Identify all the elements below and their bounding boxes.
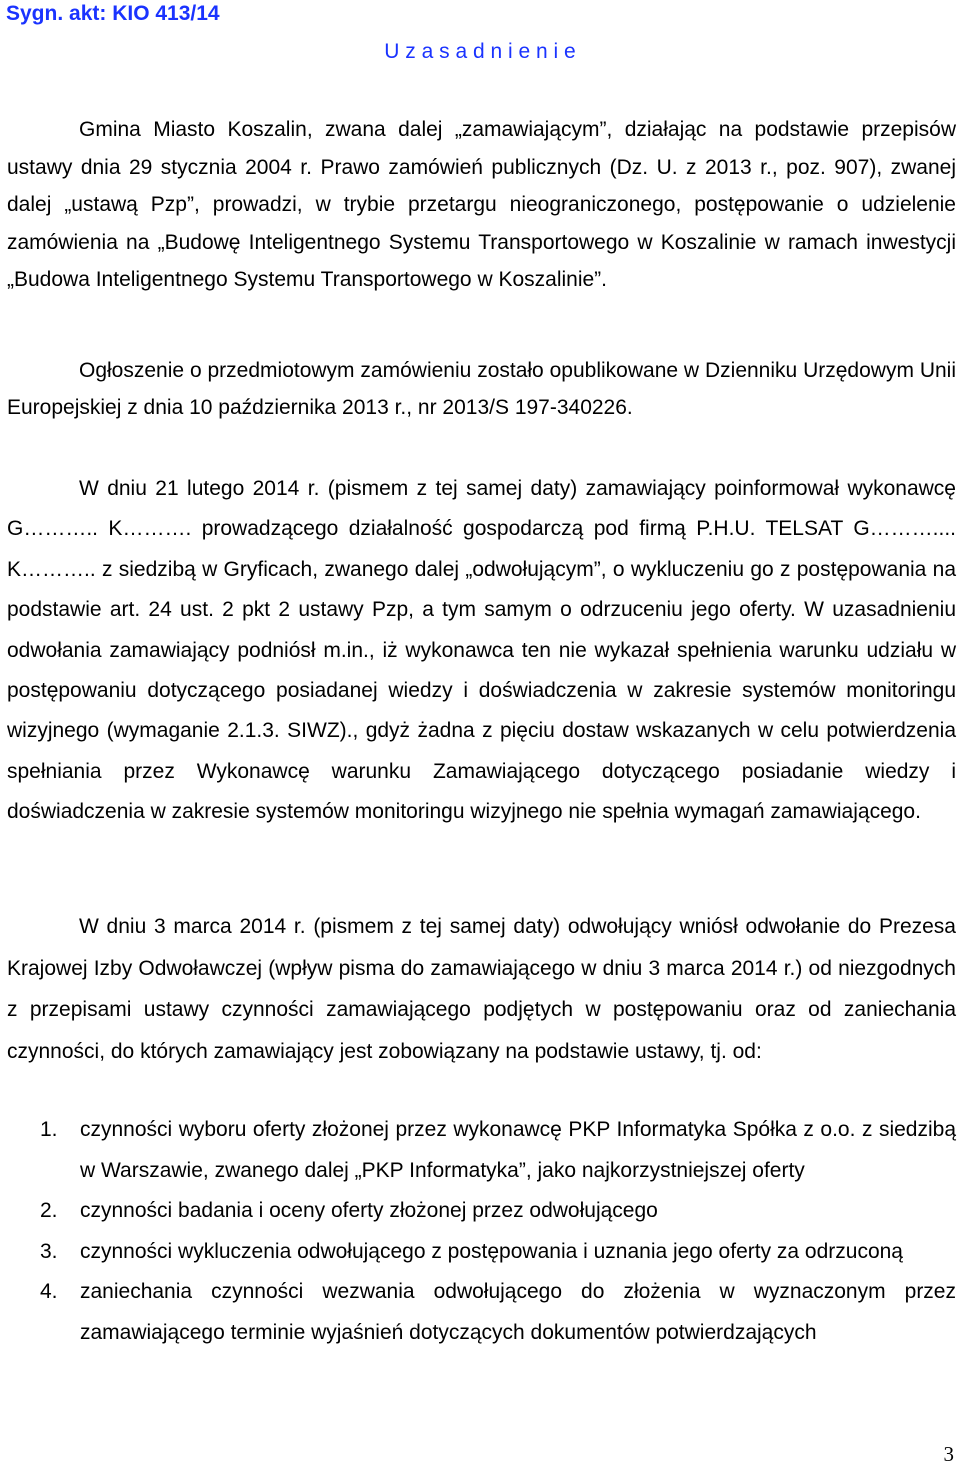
page-number: 3 <box>943 1442 954 1466</box>
list-item-text: czynności wyboru oferty złożonej przez wykonawcę PKP Informatyka Spółka z o.o. z siedzibą w Warszawie, zwanego dalej „PKP Informatyka”, jako najkorzystniejszej oferty <box>80 1118 956 1182</box>
list-item-number: 3. <box>40 1239 58 1263</box>
paragraph-text: W dniu 21 lutego 2014 r. (pismem z tej samej daty) zamawiający poinformował wykonawcę G……….. K………. prowadzącego działalność gospodarczą pod firmą P.H.U. TELSAT G……….... K……….. z siedzibą w Gryficach, zwanego dalej „odwołującym”, o wykluczeniu go z postępowania na podstawie art. 24 ust. 2 pkt 2 ustawy Pzp, a tym samym o odrzuceniu jego oferty. W uzasadnieniu odwołania zamawiający podniósł m.in., iż wykonawca ten nie wykazał spełnienia warunku udziału w postępowaniu dotyczącego posiadanej wiedzy i doświadczenia w zakresie systemów monitoringu wizyjnego (wymaganie 2.1.3. SIWZ)., gdyż żadna z pięciu dostaw wskazanych w celu potwierdzenia spełniania przez Wykonawcę warunku Zamawiającego dotyczącego posiadanie wiedzy i doświadczenia w zakresie systemów monitoringu wizyjnego nie spełnia wymagań zamawiającego. <box>7 477 956 824</box>
section-heading: U z a s a d n i e n i e <box>384 40 576 63</box>
list-item <box>40 1272 956 1353</box>
list-item-number: 4. <box>40 1280 58 1304</box>
paragraph-text: Ogłoszenie o przedmiotowym zamówieniu zostało opublikowane w Dzienniku Urzędowym Unii Europejskiej z dnia 10 października 2013 r., nr 2013/S 197-340226. <box>7 359 956 419</box>
list-item-number: 1. <box>40 1118 58 1141</box>
case-signature: Sygn. akt: KIO 413/14 <box>6 2 220 25</box>
list-item <box>40 1232 956 1273</box>
list-item-text: czynności wykluczenia odwołującego z postępowania i uznania jego oferty za odrzuconą <box>80 1239 903 1263</box>
paragraph-contracting-authority <box>7 111 956 299</box>
paragraph-text: W dniu 3 marca 2014 r. (pismem z tej samej daty) odwołujący wniósł odwołanie do Prezesa Krajowej Izby Odwoławczej (wpływ pisma do zamawiającego w dniu 3 marca 2014 r.) od niezgodnych z przepisami ustawy czynności zamawiającego podjętych w postępowaniu oraz od zaniechania czynności, do których zamawiający jest zobowiązany na podstawie ustawy, tj. od: <box>7 915 956 1063</box>
list-item-text: zaniechania czynności wezwania odwołującego do złożenia w wyznaczonym przez zamawiającego terminie wyjaśnień dotyczących dokumentów potwierdzających <box>80 1280 956 1344</box>
list-item <box>40 1110 956 1191</box>
list-item-text: czynności badania i oceny oferty złożonej przez odwołującego <box>80 1199 658 1223</box>
paragraph-appeal <box>7 906 956 1072</box>
paragraph-notice <box>7 352 956 426</box>
appeal-items-list <box>40 1110 956 1354</box>
paragraph-exclusion <box>7 469 956 833</box>
list-item <box>40 1191 956 1232</box>
list-item-number: 2. <box>40 1199 58 1223</box>
paragraph-text: Gmina Miasto Koszalin, zwana dalej „zamawiającym”, działając na podstawie przepisów ustawy dnia 29 stycznia 2004 r. Prawo zamówień publicznych (Dz. U. z 2013 r., poz. 907), zwanej dalej „ustawą Pzp”, prowadzi, w trybie przetargu nieograniczonego, postępowanie o udzielenie zamówienia na „Budowę Inteligentnego Systemu Transportowego w Koszalinie w ramach inwestycji „Budowa Inteligentnego Systemu Transportowego w Koszalinie”. <box>7 118 956 291</box>
